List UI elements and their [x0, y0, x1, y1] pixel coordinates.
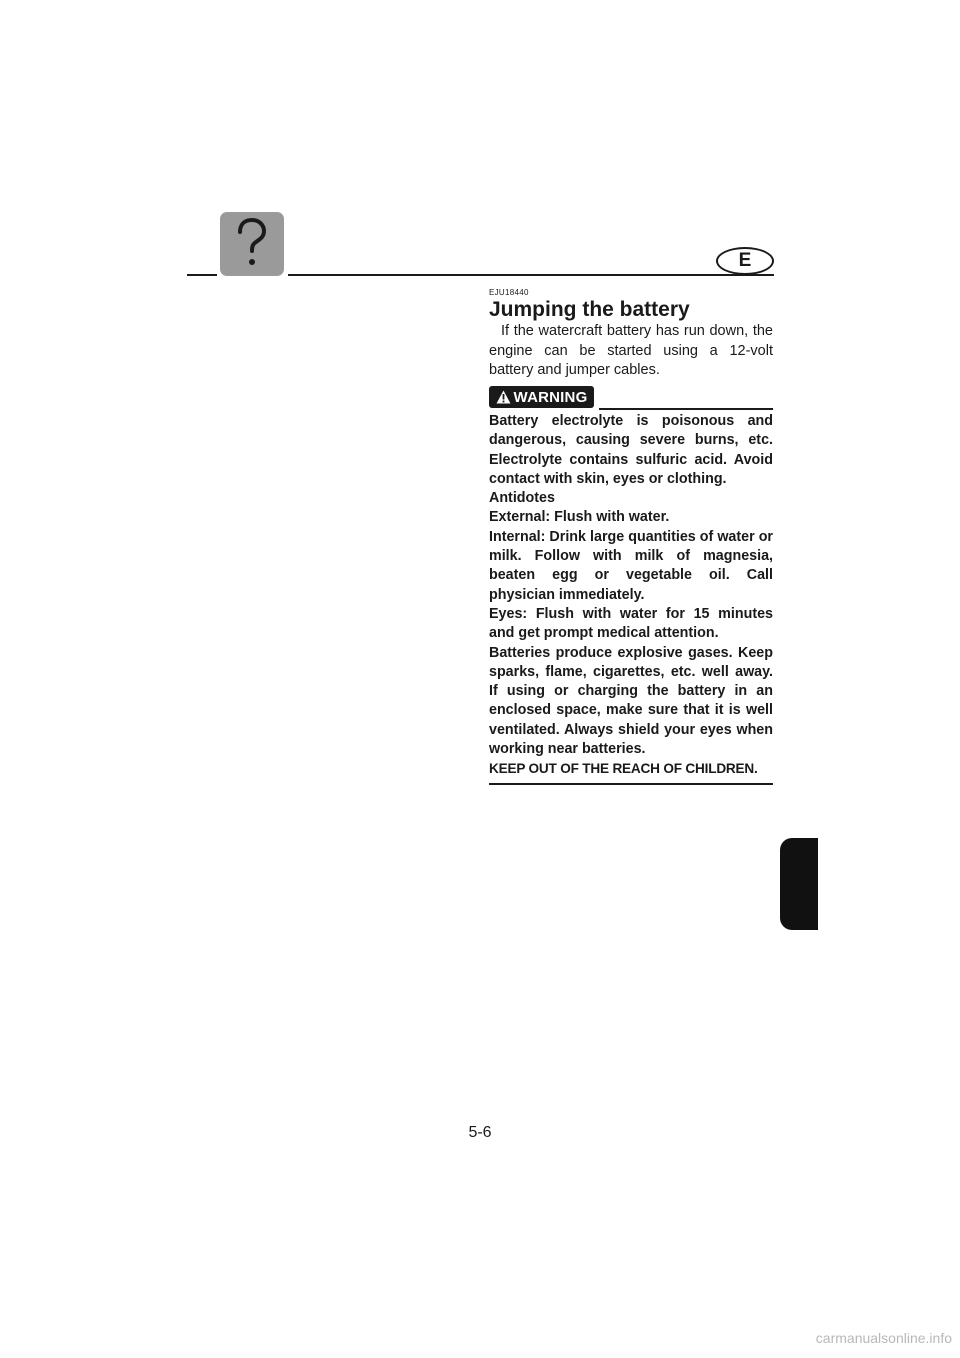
section-title: Jumping the battery [489, 298, 690, 321]
warning-top-rule [599, 408, 773, 410]
question-mark-icon [220, 212, 284, 276]
warning-triangle-icon [496, 390, 511, 404]
warning-paragraph-children: KEEP OUT OF THE REACH OF CHILDREN. [489, 761, 758, 777]
warning-bottom-rule [489, 783, 773, 785]
language-badge: E [716, 247, 774, 275]
warning-paragraph-external: External: Flush with water. [489, 509, 670, 526]
warning-paragraph-internal: Internal: Drink large quantities of water or milk. Follow with milk of magnesia, beaten egg or vegetable oil. Call physician immediately. [489, 528, 773, 603]
watermark: carmanualsonline.info [815, 1330, 952, 1346]
header-rule-left [187, 274, 217, 276]
warning-paragraph-electrolyte: Battery electrolyte is poisonous and dangerous, causing severe burns, etc. Electrolyte contains sulfuric acid. Avoid contact with skin, eyes or clothing. [489, 413, 773, 487]
warning-paragraph-gases: Batteries produce explosive gases. Keep sparks, flame, cigarettes, etc. well away. If using or charging the battery in an enclosed space, make sure that it is well ventilated. Always shield your eyes when working near batteries. [489, 644, 773, 758]
warning-body [489, 412, 773, 779]
page-number: 5-6 [468, 1124, 492, 1141]
intro-paragraph: If the watercraft battery has run down, the engine can be started using a 12-volt battery and jumper cables. [489, 323, 773, 378]
section-code: EJU18440 [489, 288, 529, 297]
warning-paragraph-antidotes: Antidotes [489, 490, 555, 507]
warning-paragraph-eyes: Eyes: Flush with water for 15 minutes and get prompt medical attention. [489, 605, 773, 642]
chapter-tab [780, 838, 818, 930]
warning-label-text: WARNING [513, 388, 588, 406]
warning-header [489, 386, 773, 410]
warning-label [489, 386, 594, 408]
header-rule-right [288, 274, 774, 276]
